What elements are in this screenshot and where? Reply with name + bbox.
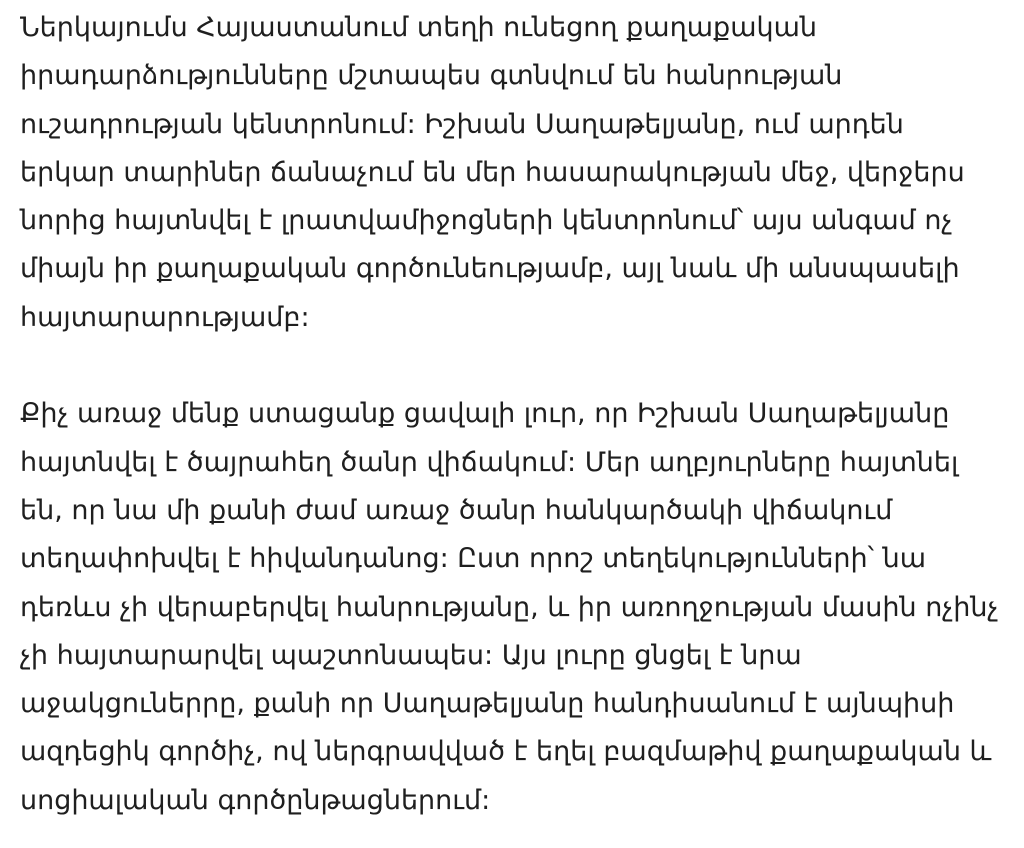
text-line: չի հայտարարվել պաշտոնապես: Այս լուրը ցնցել է նրա (20, 639, 802, 671)
text-line: դեռևս չի վերաբերվել հանրությանը, և իր առողջության մասին ոչինչ (20, 591, 999, 623)
text-line: իրադարձությունները մշտապես գտնվում են հանրության (20, 60, 843, 92)
text-line: սոցիալական գործընթացներում: (20, 784, 491, 816)
text-line: հայտարարությամբ: (20, 301, 310, 333)
text-line: նորից հայտնվել է լրատվամիջոցների կենտրոնում՝ այս անգամ ոչ (20, 205, 953, 237)
text-line: աջակցուներրը, քանի որ Սաղաթելյանը հանդիսանում է այնպիսի (20, 688, 955, 720)
text-line: Քիչ առաջ մենք ստացանք ցավալի լուր, որ Իշխան Սաղաթելյանը (20, 398, 950, 430)
text-line: ազդեցիկ գործիչ, ով ներգրավված է եղել բազմաթիվ քաղաքական և (20, 736, 992, 768)
text-line: երկար տարիներ ճանաչում են մեր հասարակության մեջ, վերջերս (20, 156, 965, 188)
text-line: են, որ նա մի քանի ժամ առաջ ծանր հանկարծակի վիճակում (20, 494, 893, 526)
text-line: հայտնվել է ծայրահեղ ծանր վիճակում: Մեր աղբյուրները հայտնել (20, 446, 959, 478)
paragraph (20, 4, 1010, 342)
paragraph (20, 390, 1010, 825)
text-line: միայն իր քաղաքական գործունեությամբ, այլ նաև մի անսպասելի (20, 253, 960, 285)
text-line: տեղափոխվել է հիվանդանոց: Ըստ որոշ տեղեկությունների՝ նա (20, 543, 927, 575)
text-line: Ներկայումս Հայաստանում տեղի ունեցող քաղաքական (20, 12, 818, 43)
text-line: ուշադրության կենտրոնում: Իշխան Սաղաթելյանը, ում արդեն (20, 108, 904, 140)
article-body (20, 4, 1010, 825)
